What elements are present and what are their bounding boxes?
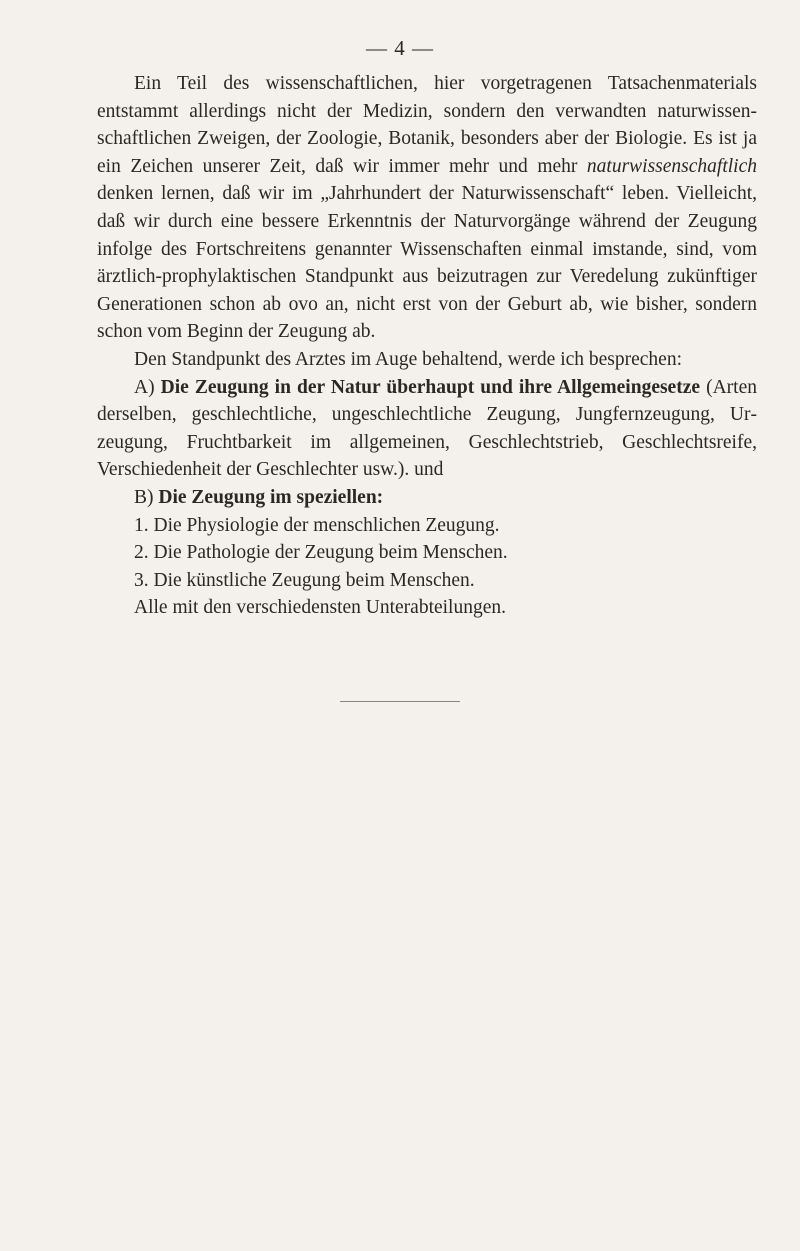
list-item: 1. Die Physiologie der menschlichen Zeugung. xyxy=(134,514,500,536)
overview-paragraph: Den Standpunkt des Arztes im Auge behaltend, werde ich besprechen: xyxy=(134,348,683,370)
closing-line: Alle mit den verschiedensten Unterabteilungen. xyxy=(134,597,507,619)
section-b-list xyxy=(97,512,757,595)
section-divider xyxy=(340,701,460,702)
intro-emphasis: naturwissenschaftlich xyxy=(586,155,757,177)
section-b-heading: Die Zeugung im speziellen: xyxy=(158,486,384,508)
section-a xyxy=(97,374,757,484)
section-a-prefix: A) xyxy=(134,376,161,398)
page-number: — 4 — xyxy=(366,36,434,60)
intro-paragraph xyxy=(97,70,757,346)
intro-text-end: denken lernen, daß wir im „Jahrhundert der Naturwissenschaft“ leben. Vielleicht, daß wir durch eine bessere Erkenntnis der Naturvorgänge während der Zeugung infolge des Fortschreitens genannter Wissenschaften einmal imstande, sind, vom ärztlich-prophylaktischen Standpunkt aus beizutragen zur Veredelung zukünftiger Generationen schon ab ovo an, nicht erst von der Geburt ab, wie bisher, sondern schon vom Beginn der Zeugung ab. xyxy=(97,183,757,343)
intro-text-start: Ein Teil des wissenschaftlichen, hier vorgetragenen Tatsachenmaterials entstammt allerdings nicht der Medizin, sondern den verwandten naturwissenschaftlichen Zweigen, der Zoologie, Botanik, besonders aber der Biologie. Es ist ja ein Zeichen unserer Zeit, daß wir immer mehr und mehr xyxy=(97,73,757,177)
section-a-body: (Arten derselben, geschlechtliche, ungeschlechtliche Zeugung, Jungfernzeugung, Urzeugung, Fruchtbarkeit im allgemeinen, Geschlechtstrieb, Geschlechtsreife, Verschiedenheit der Geschlechter usw.). und xyxy=(97,376,757,481)
section-a-heading: Die Zeugung in der Natur überhaupt und ihre Allgemeingesetze xyxy=(160,376,701,398)
body-text xyxy=(97,70,757,622)
list-item: 2. Die Pathologie der Zeugung beim Menschen. xyxy=(134,542,508,564)
list-item: 3. Die künstliche Zeugung beim Menschen. xyxy=(134,569,475,591)
section-b xyxy=(97,484,757,512)
section-b-prefix: B) xyxy=(134,486,159,508)
